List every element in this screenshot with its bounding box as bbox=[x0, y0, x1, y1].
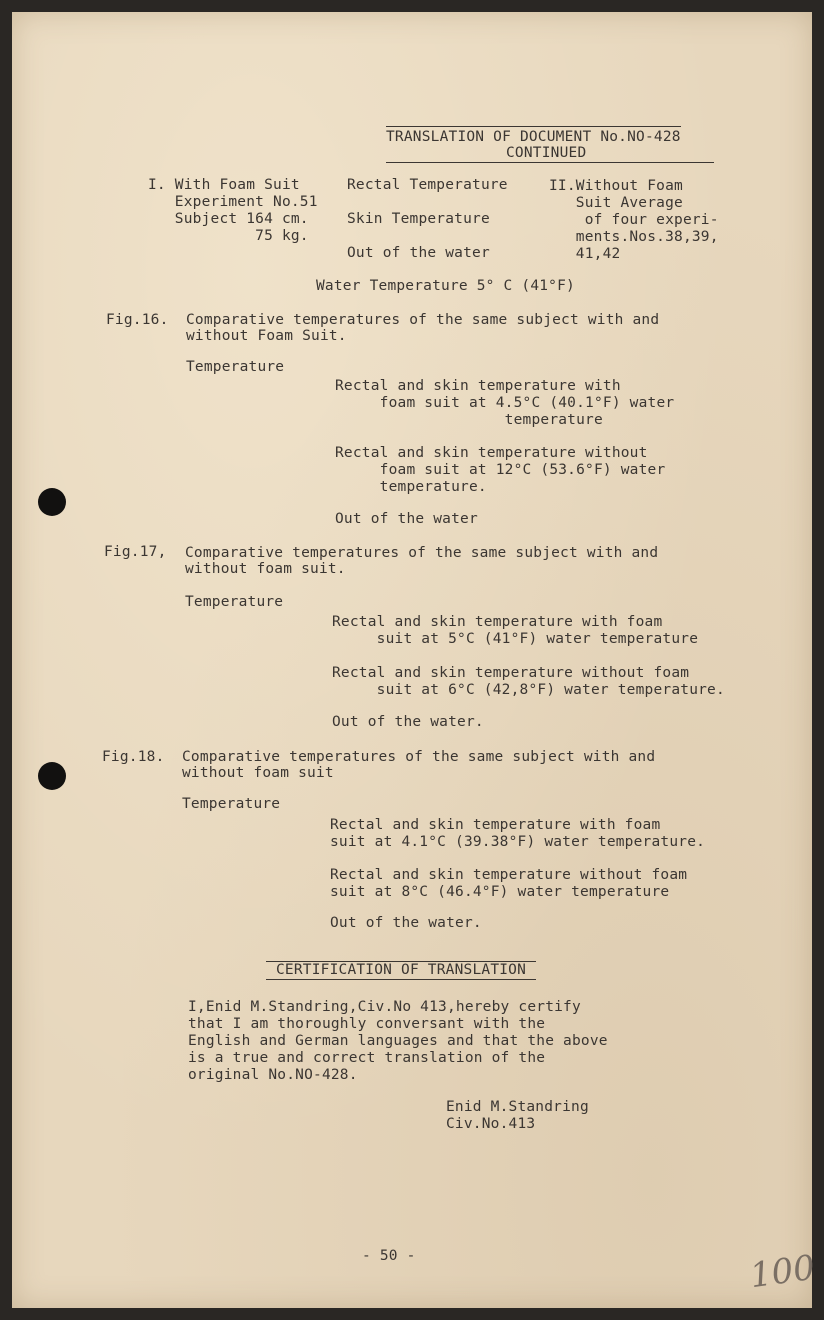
punch-hole bbox=[38, 488, 66, 516]
figure-caption: without Foam Suit. bbox=[186, 328, 347, 344]
punch-hole bbox=[38, 762, 66, 790]
figure-caption: Comparative temperatures of the same subject with and bbox=[186, 312, 660, 328]
header-title: TRANSLATION OF DOCUMENT No.NO-428 bbox=[386, 126, 681, 146]
axis-label: Temperature bbox=[182, 796, 281, 812]
page-number: - 50 - bbox=[362, 1248, 416, 1264]
handwritten-page-number: 100 bbox=[747, 1247, 818, 1297]
figure-caption: without foam suit bbox=[182, 765, 334, 781]
figure-label: Fig.17, bbox=[104, 544, 167, 560]
axis-label: Temperature bbox=[186, 359, 285, 375]
figure-caption: Comparative temperatures of the same subject with and bbox=[182, 749, 656, 765]
axis-label: Temperature bbox=[185, 594, 284, 610]
header-continued: CONTINUED bbox=[386, 145, 714, 163]
figure-label: Fig.16. bbox=[106, 312, 169, 328]
figure-caption: Comparative temperatures of the same subject with and bbox=[185, 545, 659, 561]
water-temperature: Water Temperature 5° C (41°F) bbox=[316, 278, 575, 294]
figure-caption: without foam suit. bbox=[185, 561, 346, 577]
certification-heading: CERTIFICATION OF TRANSLATION bbox=[266, 961, 536, 980]
document-page: TRANSLATION OF DOCUMENT No.NO-428 CONTINUED I. With Foam Suit Experiment No.51 Subject 164 cm. 75 kg. Rectal Temperature Skin Temperature Out of the water II.Without Foam Suit Average of four experi- ments.Nos.38,39, 41,42 Water Temperature 5° C (41°F) Fig.16. Comparative temperatures of the same subject with and without Foam Suit. Temperature Rectal and skin temperature with foam suit at 4.5°C (40.1°F) water temperature Rectal and skin temperature without foam suit at 12°C (53.6°F) water temperature. Out of the water Fig.17, Comparative temperatures of the same subject with and without foam suit. Temperature Rectal and skin temperature with foam suit at 5°C (41°F) water temperature Rectal and skin temperature without foam suit at 6°C (42,8°F) water temperature. Out of the water. Fig.18. Comparative temperatures of the same subject with and without foam suit Temperature Rectal and skin temperature with foam suit at 4.1°C (39.38°F) water temperature. Rectal and skin temperature without foam suit at 8°C (46.4°F) water temperature Out of the water. CERTIFICATION OF TRANSLATION I,Enid M.Standring,Civ.No 413,hereby certify that I am thoroughly conversant with the English and German languages and that the above is a true and correct translation of the original No.NO-428. Enid M.Standring Civ.No.413 - 50 - 100 bbox=[12, 12, 812, 1308]
figure-label: Fig.18. bbox=[102, 749, 165, 765]
